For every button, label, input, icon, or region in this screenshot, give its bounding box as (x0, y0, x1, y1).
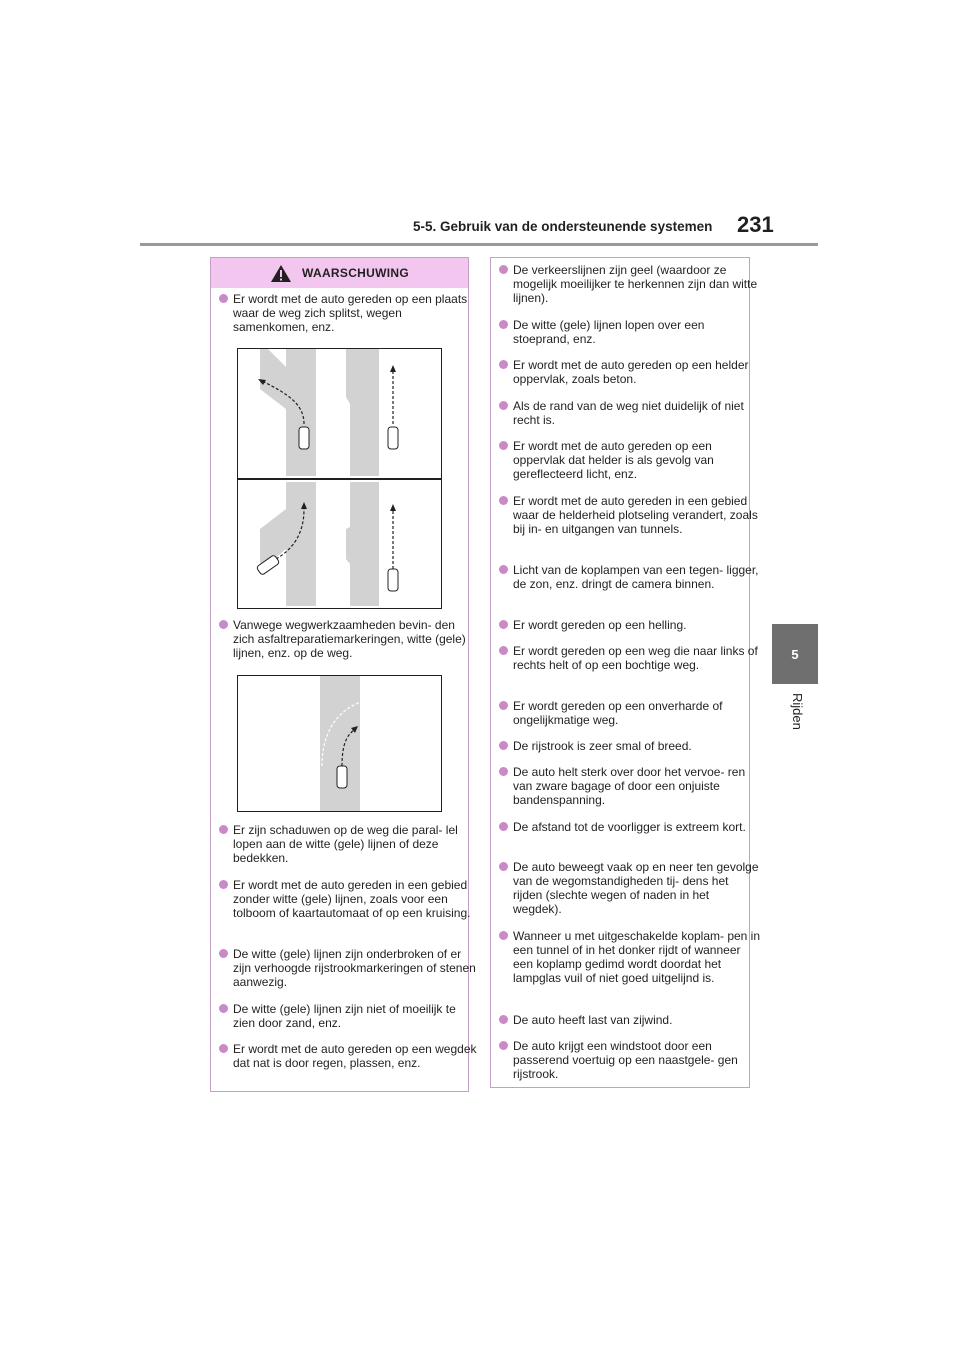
list-item-text: Er wordt met de auto gereden op een oppervlak dat helder is als gevolg van gereflecteerd licht, enz. (513, 439, 714, 481)
bullet-icon (499, 441, 508, 450)
list-item (496, 820, 761, 834)
bullet-icon (219, 620, 228, 629)
bullet-icon (499, 496, 508, 505)
list-item-text: Er wordt met de auto gereden op een plaats waar de weg zich splitst, wegen samenkomen, enz. (233, 292, 468, 334)
bullet-icon (499, 320, 508, 329)
list-item (496, 263, 761, 305)
list-item (496, 494, 761, 536)
list-item (216, 1042, 478, 1070)
chapter-number: 5 (791, 646, 799, 662)
list-item-text: Er zijn schaduwen op de weg die paral- lel lopen aan de witte (gele) lijnen of deze bedekken. (233, 823, 458, 865)
list-item (216, 823, 478, 865)
road-repair-marking-illustration (237, 675, 442, 812)
list-item (496, 860, 761, 916)
warning-box-right (490, 257, 761, 1088)
list-item (496, 644, 761, 672)
list-item-text: Er wordt met de auto gereden op een helder oppervlak, zoals beton. (513, 358, 749, 386)
page-number: 231 (737, 212, 774, 237)
list-item-text: De auto krijgt een windstoot door een passerend voertuig op een naastgele- gen rijstrook. (513, 1039, 738, 1081)
list-item-text: De auto heeft last van zijwind. (513, 1013, 673, 1027)
list-item (496, 765, 761, 807)
bullet-icon (499, 1015, 508, 1024)
bullet-icon (499, 741, 508, 750)
bullet-icon (499, 1041, 508, 1050)
bullet-icon (219, 949, 228, 958)
list-item (216, 292, 478, 334)
list-item-text: De auto beweegt vaak op en neer ten gevolge van de wegomstandigheden tij- dens het rijden (slechte wegen of naden in het wegdek). (513, 860, 759, 916)
list-item-text: De verkeerslijnen zijn geel (waardoor ze mogelijk moeilijker te herkennen zijn dan witte lijnen). (513, 263, 758, 305)
list-item-text: Er wordt gereden op een helling. (513, 618, 687, 632)
list-item-text: Er wordt met de auto gereden in een gebied zonder witte (gele) lijnen, zoals voor een tolboom of kaartautomaat of op een kruising. (233, 878, 471, 920)
list-item-text: De witte (gele) lijnen zijn onderbroken of er zijn verhoogde rijstrookmarkeringen of stenen aanwezig. (233, 947, 476, 989)
bullet-icon (499, 360, 508, 369)
bullet-icon (499, 931, 508, 940)
list-item (496, 618, 761, 632)
chapter-tab[interactable] (772, 624, 818, 684)
bullet-icon (219, 825, 228, 834)
list-item (496, 1039, 761, 1081)
bullet-icon (499, 620, 508, 629)
list-item-text: Licht van de koplampen van een tegen- ligger, de zon, enz. dringt de camera binnen. (513, 563, 759, 591)
bullet-icon (499, 265, 508, 274)
header-divider (140, 243, 818, 246)
warning-box-left (210, 257, 477, 1092)
list-item-text: De afstand tot de voorligger is extreem kort. (513, 820, 746, 834)
list-item (496, 739, 761, 753)
list-item-text: Er wordt gereden op een weg die naar links of rechts helt of op een bochtige weg. (513, 644, 758, 672)
list-item-text: De witte (gele) lijnen lopen over een stoeprand, enz. (513, 318, 705, 346)
list-item-text: Er wordt met de auto gereden in een gebied waar de helderheid plotseling verandert, zoals bij in- en uitgangen van tunnels. (513, 494, 758, 536)
list-item (496, 318, 761, 346)
list-item (496, 563, 761, 591)
list-item (496, 1013, 761, 1027)
chapter-label: Rijden (790, 693, 805, 730)
bullet-icon (499, 701, 508, 710)
bullet-icon (499, 767, 508, 776)
bullet-icon (499, 401, 508, 410)
list-item-text: Er wordt met de auto gereden op een wegdek dat nat is door regen, plassen, enz. (233, 1042, 477, 1070)
list-item (496, 358, 761, 386)
bullet-icon (219, 294, 228, 303)
warning-triangle-icon (270, 264, 292, 283)
list-item-text: De rijstrook is zeer smal of breed. (513, 739, 692, 753)
list-item (216, 618, 478, 660)
section-title: 5-5. Gebruik van de ondersteunende systemen (413, 219, 713, 234)
list-item-text: Er wordt gereden op een onverharde of ongelijkmatige weg. (513, 699, 723, 727)
list-item-text: De witte (gele) lijnen zijn niet of moeilijk te zien door zand, enz. (233, 1002, 456, 1030)
list-item-text: De auto helt sterk over door het vervoe- ren van zware bagage of door een onjuiste bandenspanning. (513, 765, 746, 807)
list-item-text: Wanneer u met uitgeschakelde koplam- pen in een tunnel of in het donker rijdt of wanneer een koplamp gedimd wordt doordat het lampglas vuil of niet goed uitgelijnd is. (513, 929, 761, 985)
warning-title: WAARSCHUWING (302, 266, 409, 280)
bullet-icon (219, 1044, 228, 1053)
bullet-icon (499, 822, 508, 831)
list-item-text: Als de rand van de weg niet duidelijk of niet recht is. (513, 399, 744, 427)
list-item (216, 878, 478, 920)
list-item (496, 699, 761, 727)
bullet-icon (499, 565, 508, 574)
bullet-icon (219, 1004, 228, 1013)
bullet-icon (219, 880, 228, 889)
list-item-text: Vanwege wegwerkzaamheden bevin- den zich asfaltreparatiemarkeringen, witte (gele) lijnen, enz. op de weg. (233, 618, 466, 660)
warning-header (211, 258, 468, 288)
list-item (496, 399, 761, 427)
list-item (496, 929, 761, 985)
list-item (216, 1002, 478, 1030)
road-split-merge-illustration (237, 348, 442, 609)
bullet-icon (499, 862, 508, 871)
bullet-icon (499, 646, 508, 655)
list-item (216, 947, 478, 989)
list-item (496, 439, 761, 481)
